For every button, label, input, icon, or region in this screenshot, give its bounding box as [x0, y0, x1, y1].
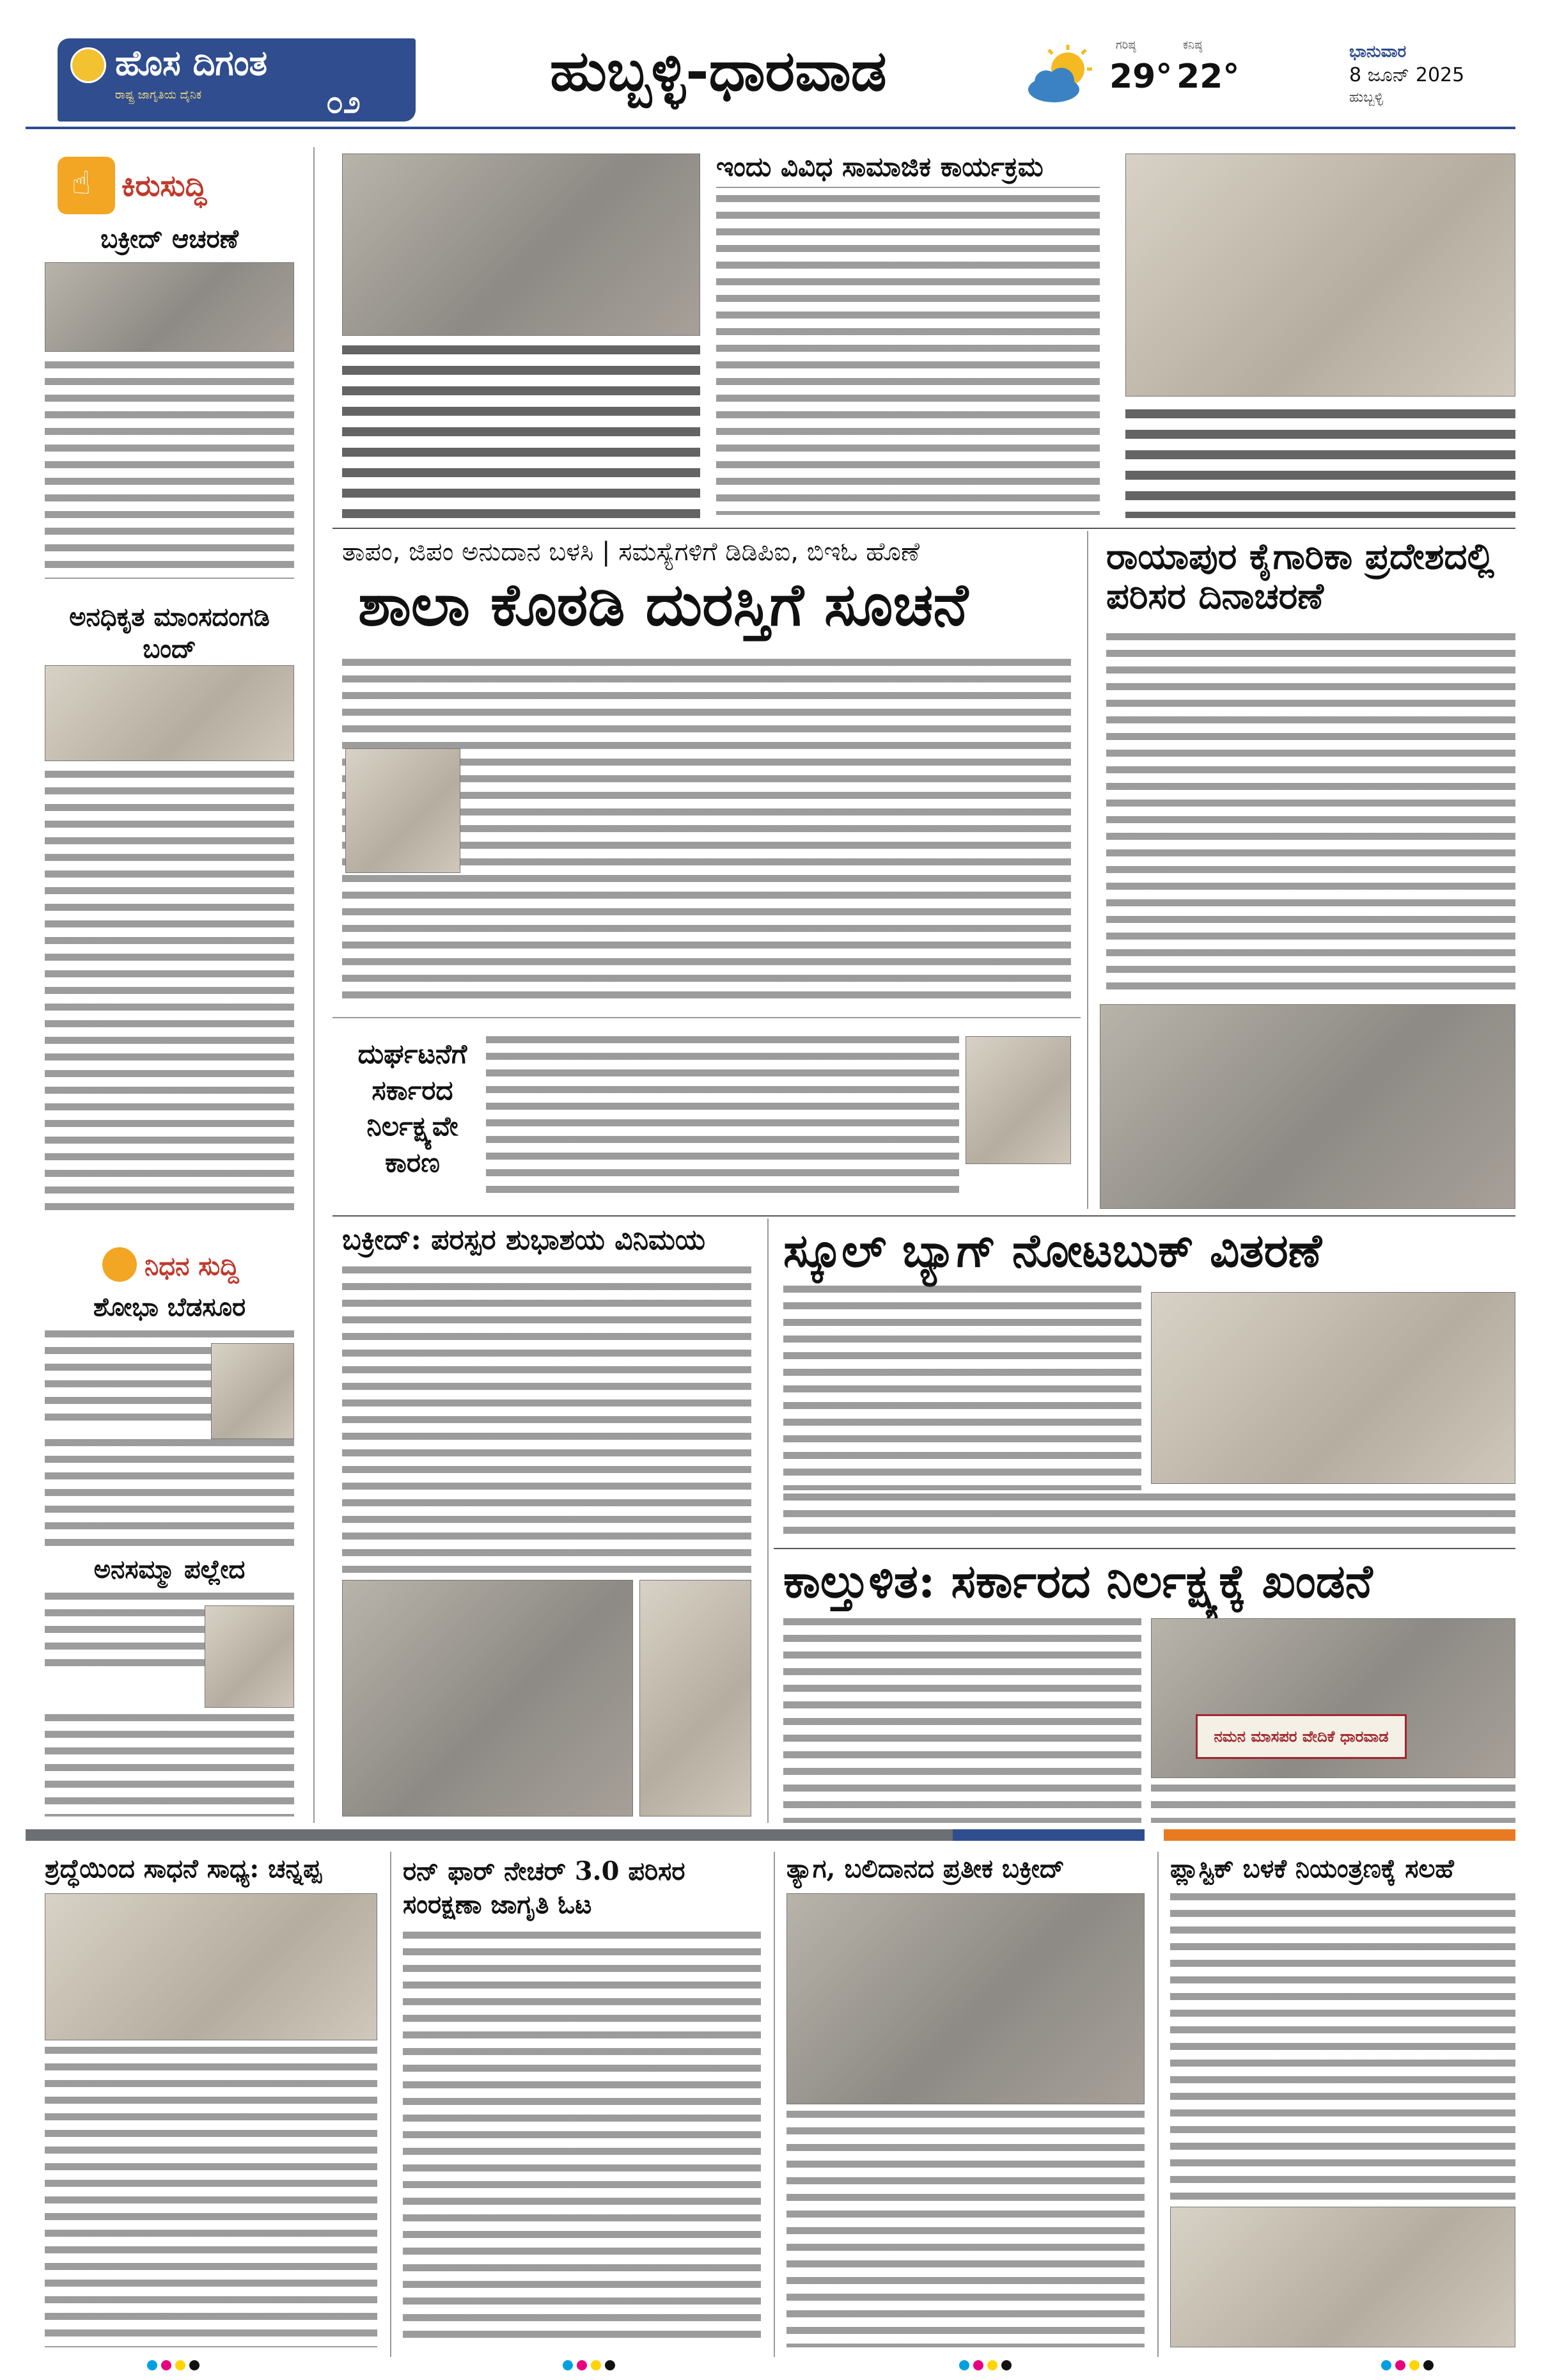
registration-marks — [147, 2360, 203, 2370]
section-rule — [332, 1017, 1081, 1018]
obituary-section-label: ನಿಧನ ಸುದ್ದಿ — [145, 1251, 239, 1281]
column-divider — [390, 1852, 391, 2357]
story-photo — [639, 1580, 751, 1817]
photo-caption — [342, 345, 700, 518]
obituary-portrait — [205, 1605, 294, 1708]
official-portrait — [966, 1036, 1071, 1164]
story-photo — [1100, 1004, 1515, 1209]
story-photo — [1125, 154, 1515, 397]
headline-stampede[interactable]: ಕಾಲ್ತುಳಿತ: ಸರ್ಕಾರದ ನಿರ್ಲಕ್ಷ್ಯಕ್ಕೆ ಖಂಡನೆ — [783, 1554, 1373, 1608]
story-photo — [1151, 1292, 1515, 1484]
story-body — [716, 195, 1100, 515]
brief-photo — [45, 262, 294, 352]
temp-high-label: ಗರಿಷ್ಠ — [1116, 38, 1136, 52]
story-photo — [342, 1580, 633, 1817]
story-body — [45, 2047, 377, 2347]
date-day: ಭಾನುವಾರ — [1349, 42, 1407, 61]
sun-cloud-icon — [1023, 45, 1093, 109]
headline-bottom-1[interactable]: ಶ್ರದ್ಧೆಯಿಂದ ಸಾಧನೆ ಸಾಧ್ಯ: ಚನ್ನಪ್ಪ — [45, 1854, 322, 1884]
logo-emblem-icon — [70, 47, 106, 83]
pointing-hand-icon: ☝ — [58, 157, 115, 214]
story-photo — [786, 1893, 1145, 2104]
temp-low-label: ಕನಿಷ್ಠ — [1183, 38, 1203, 52]
logo-name: ಹೊಸ ದಿಗಂತ — [115, 42, 268, 83]
obituary-portrait — [211, 1343, 294, 1439]
registration-marks — [1381, 2360, 1437, 2370]
brief-photo — [45, 665, 294, 761]
headline-tragedy[interactable]: ದುರ್ಘಟನೆಗೆ ಸರ್ಕಾರದ ನಿರ್ಲಕ್ಷ್ಯವೇ ಕಾರಣ — [357, 1038, 467, 1179]
section-band — [26, 1829, 1515, 1841]
headline-bottom-3[interactable]: ತ್ಯಾಗ, ಬಲಿದಾನದ ಪ್ರತೀಕ ಬಕ್ರೀದ್ — [786, 1854, 1065, 1884]
story-photo — [1170, 2207, 1515, 2347]
section-rule — [332, 528, 1515, 529]
story-body — [783, 1493, 1515, 1538]
page-number: ೦೨ — [326, 84, 361, 120]
section-rule — [774, 1548, 1515, 1549]
brief-headline[interactable]: ಅನಧಿಕೃತ ಮಾಂಸದಂಗಡಿ ಬಂದ್ — [69, 602, 270, 664]
photo-caption — [1125, 409, 1515, 518]
column-divider — [1157, 1852, 1159, 2357]
story-body — [486, 1036, 959, 1196]
column-divider — [774, 1852, 775, 2357]
brief-body — [45, 771, 294, 1218]
story-body — [403, 1932, 761, 2347]
headline-school[interactable]: ಶಾಲಾ ಕೊಠಡಿ ದುರಸ್ತಿಗೆ ಸೂಚನೆ — [358, 570, 969, 639]
story-body — [783, 1618, 1141, 1823]
headline-events[interactable]: ಇಂದು ವಿವಿಧ ಸಾಮಾಜಿಕ ಕಾರ್ಯಕ್ರಮ — [716, 151, 1044, 182]
brief-headline[interactable]: ಬಕ್ರೀದ್ ಆಚರಣೆ — [100, 224, 239, 254]
obituary-section-badge — [102, 1247, 269, 1286]
story-kicker: ತಾಪಂ, ಜಿಪಂ ಅನುದಾನ ಬಳಸಿ | ಸಮಸ್ಯೆಗಳಿಗೆ ಡಿಡಿಪಿಐ, ಬಿಇಓ ಹೊಣೆ — [342, 537, 920, 567]
masthead — [0, 0, 1541, 138]
registration-marks — [563, 2360, 619, 2370]
official-portrait — [345, 748, 460, 873]
headline-bottom-4[interactable]: ಪ್ಲಾಸ್ಟಿಕ್ ಬಳಕೆ ನಿಯಂತ್ರಣಕ್ಕೆ ಸಲಹೆ — [1170, 1854, 1454, 1884]
column-divider — [1087, 531, 1088, 1209]
story-photo — [342, 154, 700, 336]
temp-high: 29° — [1109, 58, 1173, 96]
obituary-body — [45, 1439, 294, 1548]
obituary-name: ಅನಸಮ್ಮಾ ಪಲ್ಲೇದ — [93, 1554, 246, 1584]
newspaper-logo[interactable] — [58, 38, 416, 122]
headline-rule — [716, 187, 1100, 188]
protest-banner: ನಮನ ಮಾಸಪರ ವೇದಿಕೆ ಧಾರವಾಡ — [1196, 1714, 1407, 1759]
headline-bakrid[interactable]: ಬಕ್ರೀದ್: ಪರಸ್ಪರ ಶುಭಾಶಯ ವಿನಿಮಯ — [342, 1224, 706, 1256]
temp-low: 22° — [1177, 58, 1240, 96]
story-body — [786, 2111, 1145, 2347]
obituary-body — [45, 1714, 294, 1817]
story-body — [1170, 1893, 1515, 2200]
lamp-icon — [102, 1247, 137, 1282]
column-divider — [767, 1218, 769, 1823]
section-rule — [332, 1215, 1515, 1217]
story-body — [1151, 1785, 1515, 1823]
story-photo — [45, 1893, 377, 2040]
headline-school-bag[interactable]: ಸ್ಕೂಲ್ ಬ್ಯಾಗ್ ನೋಟಬುಕ್ ವಿತರಣೆ — [783, 1223, 1322, 1277]
story-body — [783, 1286, 1141, 1490]
masthead-rule — [26, 127, 1515, 129]
brief-body — [45, 361, 294, 579]
obituary-name: ಶೋಭಾ ಬೆಡಸೂರ — [93, 1292, 246, 1322]
registration-marks — [959, 2360, 1015, 2370]
briefs-section-badge — [58, 157, 288, 214]
date-city: ಹುಬ್ಬಳ್ಳಿ — [1349, 90, 1384, 106]
date-text: 8 ಜೂನ್ 2025 — [1349, 64, 1465, 86]
sidebar-divider — [313, 147, 315, 1823]
logo-tagline: ರಾಷ್ಟ್ರ ಜಾಗೃತಿಯ ದೈನಿಕ — [115, 88, 202, 102]
story-body — [1106, 633, 1515, 991]
headline-bottom-2[interactable]: ರನ್ ಫಾರ್ ನೇಚರ್ 3.0 ಪರಿಸರ ಸಂರಕ್ಷಣಾ ಜಾಗೃತಿ ಓಟ — [403, 1856, 685, 1919]
story-body — [342, 1266, 751, 1573]
briefs-section-label: ಕಿರುಸುದ್ಧಿ — [121, 168, 207, 203]
edition-title: ಹುಬ್ಬಳ್ಳಿ-ಧಾರವಾಡ — [550, 37, 887, 104]
headline-rayapura[interactable]: ರಾಯಾಪುರ ಕೈಗಾರಿಕಾ ಪ್ರದೇಶದಲ್ಲಿ ಪರಿಸರ ದಿನಾಚರಣೆ — [1106, 535, 1494, 617]
